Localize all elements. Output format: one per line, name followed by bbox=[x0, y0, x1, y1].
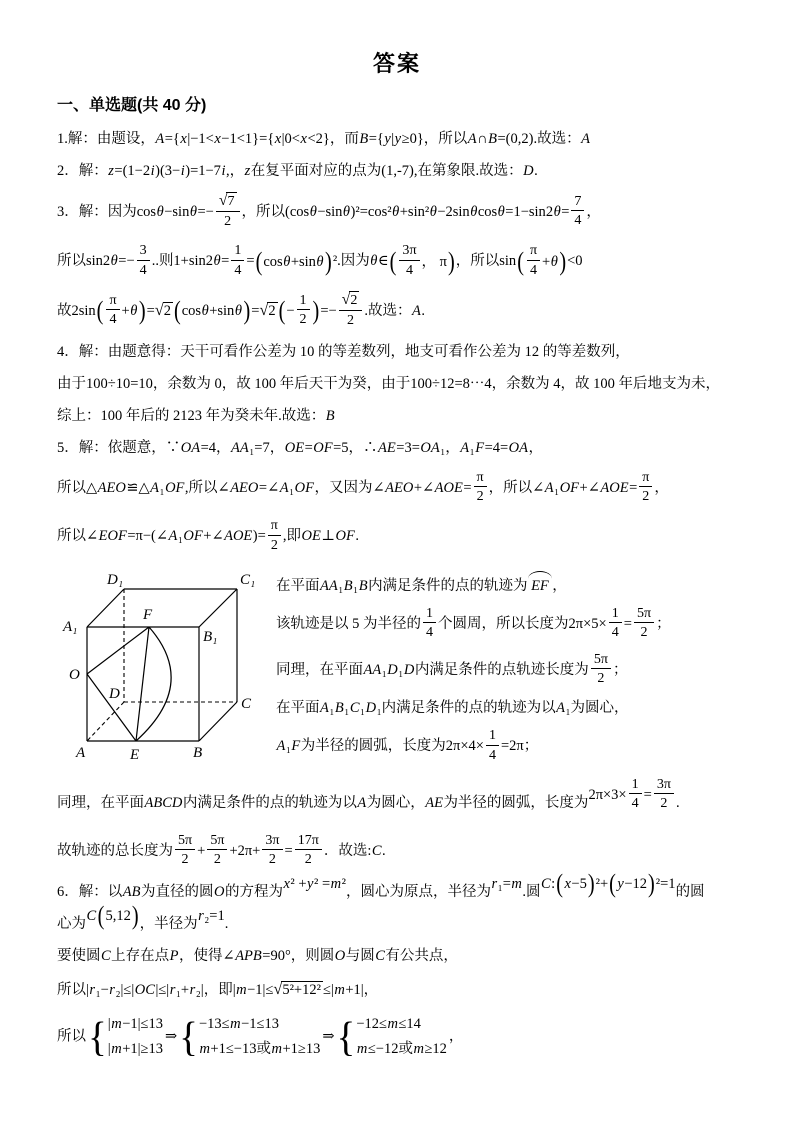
vertex-labels bbox=[62, 572, 255, 763]
figure-row bbox=[57, 567, 737, 775]
vertex-label: A₁ bbox=[63, 618, 78, 635]
vertex-label: F bbox=[143, 606, 153, 623]
cube-figure bbox=[57, 567, 262, 772]
answer-line-p4b: 由于100÷10=10，余数为 0，故 100 年后天干为癸，由于100÷12=8⋯4，余数为 4，故 100 年后地支为未， bbox=[57, 376, 721, 393]
section-heading: 一、单选题(共 40 分) bbox=[57, 96, 207, 114]
vertex-label: E bbox=[130, 746, 140, 763]
answer-line-p5e: 该轨迹是以 5 为半径的 $\frac{1}{4}$ 个圆周，所以长度为2π×5× $\frac{1}{4}$ = $\frac{5\pi}{2}$ ； bbox=[276, 604, 671, 640]
answer-line-p3c: 故2sin ( $\frac{\pi}{4}$ + θ ) =√2 ( cos θ +sin θ ) =√2 ( − $\frac{1}{2}$ ) =− $\frac{√2}{2}$ .故选：A. bbox=[57, 290, 425, 328]
answer-line-p5j: 故轨迹的总长度为 $\frac{5\pi}{2}$ + $\frac{5\pi}{2}$ +2π+ $\frac{3\pi}{2}$ = $\frac{17\pi}{2}$ ．故选:C. bbox=[57, 832, 386, 868]
cube-solid-edges bbox=[87, 589, 237, 741]
answer-line-p6c: 要使圆C上存在点P，使得∠APB=90°，则圆O与圆C有公共点， bbox=[57, 947, 458, 964]
answer-line-p5d: 在平面AA₁B₁B内满足条件的点的轨迹为 EF ， bbox=[276, 573, 737, 597]
answer-line-p3a: 3．解：因为cosθ−sinθ=− $\frac{√7}{2}$ ，所以(cosθ−sinθ)²=cos²θ+sin²θ−2sinθcosθ=1−sin2θ= $\frac{7}{4}$ ， bbox=[57, 192, 601, 230]
answer-line-p5a: 5．解：依题意，∵OA=4，AA₁=7，OE=OF=5，∴AE=3=OA₁，A₁F=4=OA， bbox=[57, 440, 544, 457]
answer-line-p6e: 所以 { |m−1|≤13 |m+1|≥13 ⇒ { −13≤m−1≤13 m+1≤−13或m+1≥13 ⇒ { −12≤m≤14 m≤−12或m≥12 ， bbox=[57, 1014, 464, 1060]
vertex-label: C₁ bbox=[240, 571, 256, 588]
answer-line-p4c: 综上：100 年后的 2123 年为癸未年.故选：B bbox=[57, 408, 335, 425]
answer-line-p6d: 所以|r₁−r₂|≤|OC|≤|r₁+r₂|，即|m−1|≤√5²+12² ≤|m+1|， bbox=[57, 979, 379, 998]
page-title: 答案 bbox=[372, 51, 421, 76]
vertex-label: O bbox=[69, 666, 80, 683]
answer-line-p5b: 所以△AEO≌△A₁OF,所以∠AEO=∠A₁OF，又因为∠AEO+∠AOE= $\frac{\pi}{2}$ ，所以∠A₁OF+∠AOE= $\frac{\pi}{2}$ ， bbox=[57, 469, 669, 505]
answer-line-p1: 1.解：由题设，A={x|−1<x−1<1}={x|0<x<2}，而B={y|y≥0}，所以A∩B=(0,2).故选：A bbox=[57, 131, 590, 148]
vertex-label: D₁ bbox=[107, 571, 124, 588]
vertex-label: B bbox=[193, 744, 203, 761]
vertex-label: B₁ bbox=[203, 628, 218, 645]
vertex-label: A bbox=[76, 744, 86, 761]
answer-line-p5f: 同理，在平面AA₁D₁D内满足条件的点轨迹长度为 $\frac{5\pi}{2}$ ； bbox=[276, 651, 628, 687]
answer-line-p2: 2．解：z=(1−2i)(3−i)=1−7i,，z在复平面对应的点为(1,-7),在第象限.故选：D. bbox=[57, 163, 538, 180]
answer-line-p5c: 所以∠EOF=π−(∠A₁OF+∠AOE)= $\frac{\pi}{2}$ ,即OE⊥OF. bbox=[57, 517, 359, 553]
trajectory-lines bbox=[87, 627, 171, 741]
arc-EF bbox=[136, 627, 171, 741]
answer-line-p6a: 6．解：以AB为直径的圆O的方程为 x ² + y ² = m ²，圆心为原点，半径为 r ₁= m .圆 C : ( x −5 ) ²+ ( y −12 ) ²=1的圆 bbox=[57, 869, 705, 900]
answer-line-p5i: 同理，在平面ABCD内满足条件的点的轨迹为以A为圆心，AE为半径的圆弧，长度为2π×3× $\frac{1}{4}$ = $\frac{3\pi}{2}$ . bbox=[57, 775, 680, 811]
answer-line-p3b: 所以sin2θ=− $\frac{3}{4}$ ..则1+sin2θ= $\frac{1}{4}$ = ( cos θ +sin θ ) ².因为θ∈ ( $\frac{3\pi}{4}$ ， π ) ，所以sin ( $\frac{\pi}{4}$ + θ ) <0 bbox=[57, 242, 583, 278]
vertex-label: D bbox=[109, 685, 120, 702]
answer-line-p4a: 4．解：由题意得：天干可看作公差为 10 的等差数列，地支可看作公差为 12 的等差数列， bbox=[57, 344, 630, 361]
answer-line-p5h: A₁F为半径的圆弧，长度为2π×4× $\frac{1}{4}$ =2π； bbox=[276, 727, 539, 763]
answer-line-p5g: 在平面A₁B₁C₁D₁内满足条件的点的轨迹为以A₁为圆心， bbox=[276, 700, 629, 717]
answer-line-p6b: 心为 C ( 5,12 ) ，半径为 r ₂=1. bbox=[57, 901, 229, 932]
figure-side-text bbox=[276, 567, 737, 775]
vertex-label: C bbox=[241, 695, 252, 712]
